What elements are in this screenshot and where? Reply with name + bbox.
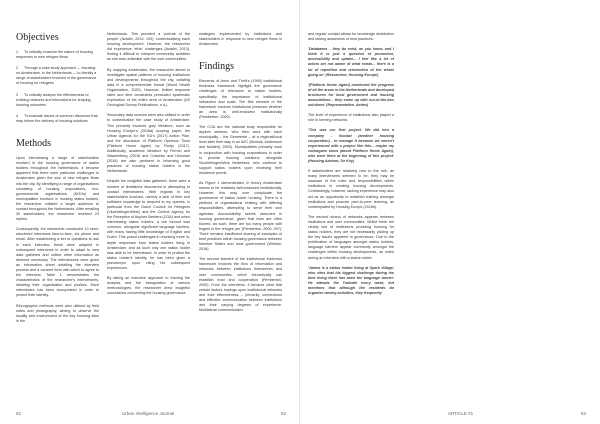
objective-item: 2 Through a case study approach — focusing on Amsterdam, in the Netherlands — to identify a range of stakeholders involved in the governance of housing for refugees	[16, 66, 97, 86]
journal-name: Urban Intelligence Journal	[122, 411, 175, 416]
body-paragraph: If stakeholders are relatively new to the role, as many interviewees seemed to be, they may be unaware of the roles and responsibilities within institutions in creating housing developments. Contrastingly, however, lacking experience may also act as an opportunity to establish training amongst institutions and promote peer-to-peer learning, as contemplated by Housing Europe (2016b).	[308, 169, 394, 209]
body-paragraph: The COA are the national body responsible for asylum seekers, who then work with each municipality – the Gemeente – at a regional/local level after their stay in an AZC (Bolhuis, Andersson and Mulderij, 2003). Municipalities primarily work in conjunction with housing corporations in order to provide housing solutions, alongside VluchtelingenWerk Nederland, who continue to support status holders upon receiving their residence permit.	[199, 125, 283, 175]
body-paragraph: Netherlands. This provided a 'portrait of the people' (Aztalin, 2013: 120), contextualising each housing development. However, the researcher did experience 'ethic' challenges (Aztalin, 2013), finding it difficult to interpret community activities as she was unfamiliar with the user communities.	[107, 32, 190, 62]
page-number-left-right: 52	[280, 411, 286, 416]
interview-quote: '[Platform Home Again] monitored the progress of all the areas in the Netherlands and developed brochures for local government and housing associations... they came up with out-of-the-box solutions' (Representative, Aedes)	[308, 82, 394, 108]
findings-heading: Findings	[199, 61, 235, 73]
left-column-2	[107, 32, 190, 302]
body-paragraph: The second element of the institutional thickness framework involves the flow of information and networks between institutions themselves and user communities, which theoretically can establish trust and cooperation (Pemberton, 2000). From the interviews, it became clear that certain factors impinge upon institutional networks and their effectiveness – primarily, connections and effective communication between institutions and their varying degrees of experience. Multilateral communication	[199, 257, 282, 313]
body-paragraph: By taking an inductive approach to framing the analysis and the triangulation of various methodologies, the researcher drew insightful conclusions concerning the housing governance	[107, 276, 190, 296]
left-column-1	[16, 32, 99, 329]
left-column-3	[199, 32, 282, 318]
body-paragraph: As Figure 1 demonstrates, in theory Amsterdam seems to be relatively well-endowed institutionally. However, this may over complicate the governance of status holder housing. There is a plethora of organisations existing with differing responsibilities, attempting to serve their own agendas. Accountability seems obscured in housing governance, given that lines are often blurred. As such, there are too many people with fingers in the refugee pie' (Pemberton, 2000: 297). There remains insufficient sharing of examples of best practices within housing governance between Member States and local government (Whelan, 2018).	[199, 180, 282, 252]
article-label: ARTICLE #1	[448, 411, 474, 416]
body-paragraph: Despite the insightful data gathered, there were a number of limitations discovered in attempting to contact interviewees. With regards to key stakeholders involved, namely a lack of time and sufficient knowledge to respond to my queries, in particular from the Dutch Council for Refugees (VluchtelingenWerk) and the Central Agency for the Reception of Asylum Seekers (COA) and when interviewing status holders, a low turnout was common, alongside significant language barriers, with many having little knowledge of English and Dutch. This posed challenges in receiving more in-depth responses from status holders living in Amsterdam, and as such only one status holder was able to be interviewed. In order to protect the status holder's identity, he has been given a pseudonym upon citing his subsequent experiences.	[107, 179, 190, 271]
interview-quote: 'This was our first project. We did hire a company - Sociaal (another housing corporation) - to manage it because we weren't experienced with a project like this... maybe my colleagues knew (about Platform Home Again), who were there at the beginning of this project' (Housing Advisor, De Key)	[308, 128, 394, 163]
body-paragraph: The second strand of networks appears between institutions and user communities. Whilst there are clearly lots of institutions providing housing for status holders, they are not necessarily picking up the key issues apparent in governance. Due to the proliferation of languages amongst status holders, language barriers appear commonly amongst the challenges within housing developments, as noted during an interview with a status holder.	[308, 214, 394, 260]
body-paragraph: and regular contact allows for knowledge distribution and raising awareness of best practices:	[308, 32, 394, 42]
objective-item: 1 To critically examine the nature of housing responses to new refugee flows	[16, 50, 93, 60]
right-page	[300, 0, 600, 424]
interview-quote: 'Databases – they do exist, as you know, and I think it is just a question of promotion, accessibility and uptake... I feel like a lot of actors are not aware of what exists... there is a lot of repetition and reinvention of the wheel going on' (Researcher, Housing Europe)	[308, 47, 394, 77]
right-column-1	[308, 32, 394, 301]
page-number-right: 53	[580, 411, 586, 416]
page-number-left: 52	[16, 411, 22, 416]
body-paragraph: Ethnographic methods were also utilised by field notes and photography, aiming to observe the locality and environment of the key housing sites in the	[16, 303, 99, 323]
objective-item: 3 To critically analyse the effectiveness of existing networks and interactions for shaping housing outcomes	[16, 92, 91, 107]
objective-item: 4 To evaluate issues of common discourse that may inform the delivery of housing solutions	[16, 113, 98, 123]
body-paragraph: Elements of Amin and Thrift's (1995) institutional thickness framework highlight the governance challenges of relevance to status holders, specifically the importance of institutional interaction and scale. The first element of the framework involves institutional presence whether an area is well-endowed institutionally (Pemberton, 2000).	[199, 79, 282, 119]
body-paragraph: The level of experience of institutions also played a role in forming networks:	[308, 113, 394, 123]
body-paragraph: By mapping Amsterdam, the researcher aimed to investigate spatial patterns of housing institutions and developments throughout the city, collating data in a comprehensible format (World Health Organisation, 2020). However, limited response rates and time constraints precluded systematic exploration of the entire area of Amsterdam (US Geological Survey Publications, n.d.).	[107, 67, 190, 108]
body-paragraph: Consequently, the researcher conducted 14 semi-structured interviews face-to-face, via phone and email. After establishing a set of questions to ask in each interview, these were adapted in subsequent interviews in order to adapt to new data gathered and collect other information as deemed necessary. The interviewees were given an information sheet detailing the interview process and a consent form with which to agree to the interview. Table 1 demonstrates the characteristics of the researcher's interviewees, detailing their organisation and position. Each interviewee has been anonymised in order to protect their identity.	[16, 227, 99, 298]
body-paragraph: Upon interviewing a range of stakeholders involved in the housing governance of status holders throughout the Netherlands, it became apparent that there were particular challenges in Amsterdam given the size of new refugee flows into the city. By identifying a range of organisations consisting of housing corporations, non-governmental organisations (NGOs) and municipalities involved in housing status holders, the researcher collated a target audience to contact throughout the Netherlands. After emailing 30 stakeholders, the researcher received 23 replies.	[16, 156, 99, 222]
interview-quote: 'James is a status holder living at Spark Village, who cites that his biggest challenge during his time living there has been the language barrier. He attends the Taalcafe every week, but mentions that although the residents do organise weekly activities, they frequently	[308, 265, 394, 296]
body-paragraph: Secondary data sources were also utilised in order to contextualise the case study of Amsterdam. This primarily involved grey literature, such as Housing Europe's (2016a) scoping paper, the Urban Agenda for the EU's (2017) Action Plan, and the discussion of Platform Opnieuw Thuis (Platform Home Again) by Florijn (2017). Additionally, academic literature by Fermin and Wassenberg (2019) and Czischke and Huisman (2018) are also pertinent in informing good practices of housing status holders in the Netherlands.	[107, 113, 190, 174]
methods-heading: Methods	[16, 138, 51, 150]
objectives-heading: Objectives	[16, 32, 59, 43]
body-paragraph: strategies implemented by institutions and stakeholders in response to new refugee flows in Amsterdam.	[199, 32, 282, 47]
